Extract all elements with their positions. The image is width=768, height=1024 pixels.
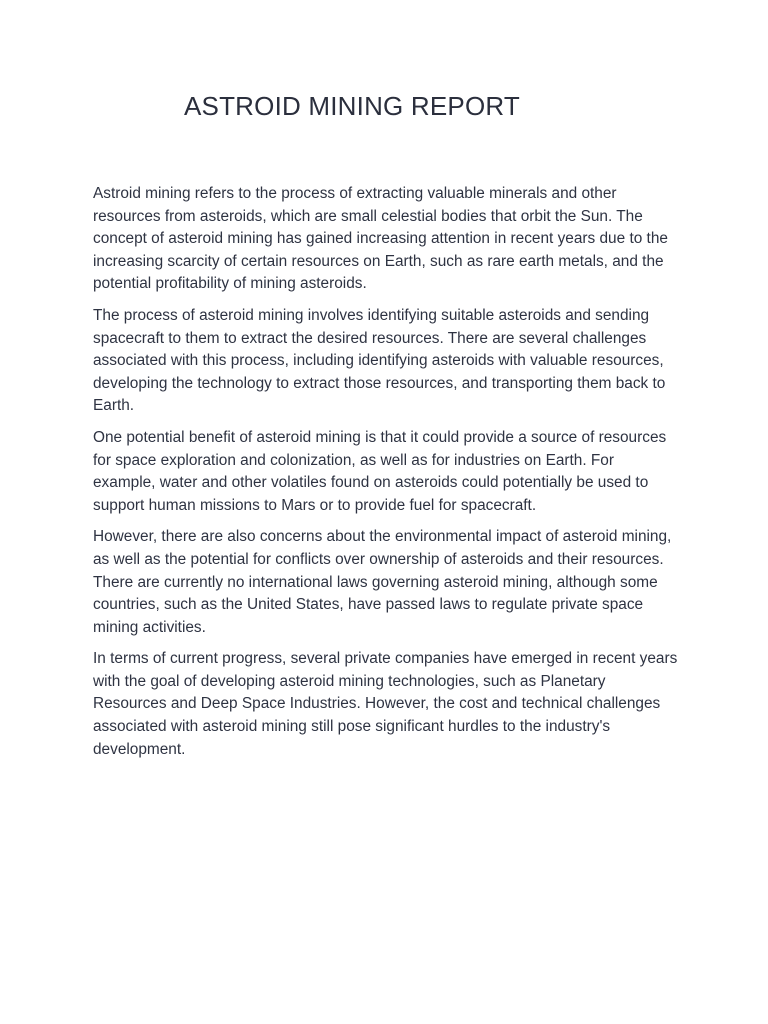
- document-title: ASTROID MINING REPORT: [184, 91, 520, 121]
- paragraph-1: Astroid mining refers to the process of extracting valuable minerals and other resources from asteroids, which are small celestial bodies that orbit the Sun. The concept of asteroid mining has gained increasing attention in recent years due to the increasing scarcity of certain resources on Earth, such as rare earth metals, and the potential profitability of mining asteroids.: [93, 185, 668, 293]
- paragraph-2: The process of asteroid mining involves identifying suitable asteroids and sending spacecraft to them to extract the desired resources. There are several challenges associated with this process, including identifying asteroids with valuable resources, developing the technology to extract those resources, and transporting them back to Earth.: [93, 306, 666, 415]
- paragraph-4: However, there are also concerns about the environmental impact of asteroid mining, as well as the potential for conflicts over ownership of asteroids and their resources. There are currently no international laws governing asteroid mining, although some countries, such as the United States, have passed laws to regulate private space mining activities.: [93, 528, 672, 636]
- paragraph-3: One potential benefit of asteroid mining is that it could provide a source of resources for space exploration and colonization, as well as for industries on Earth. For example, water and other volatiles found on asteroids could potentially be used to support human missions to Mars or to provide fuel for spacecraft.: [93, 428, 667, 514]
- paragraph-5: In terms of current progress, several private companies have emerged in recent years with the goal of developing asteroid mining technologies, such as Planetary Resources and Deep Space Industries. However, the cost and technical challenges associated with asteroid mining still pose significant hurdles to the industry's development.: [93, 650, 678, 758]
- document-body: [93, 183, 678, 770]
